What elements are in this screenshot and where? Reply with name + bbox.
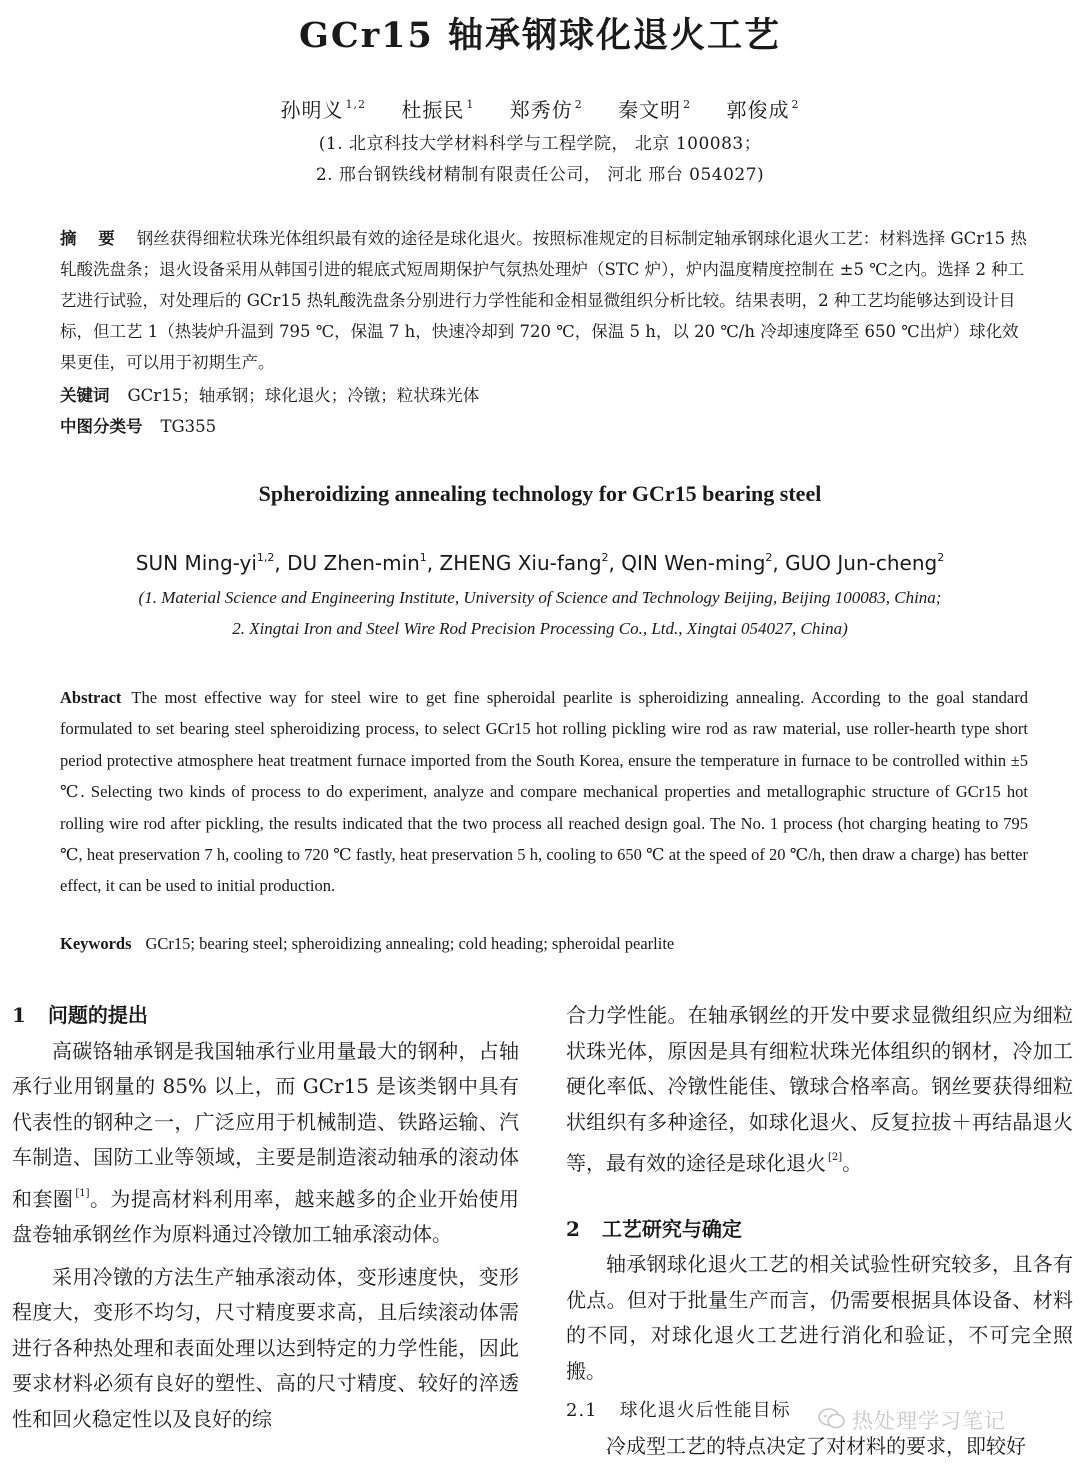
body-left-column [12, 998, 519, 1437]
chinese-keywords-label: 关键词 [60, 386, 110, 405]
english-keywords-text: GCr15; bearing steel; spheroidizing annealing; cold heading; spheroidal pearlite [145, 934, 675, 953]
paragraph-4: 轴承钢球化退火工艺的相关试验性研究较多，且各有优点。但对于批量生产而言，仍需要根据具体设备、材料的不同，对球化退火工艺进行消化和验证，不可完全照搬。 [566, 1252, 1073, 1383]
author-cn-5: 郭俊成 $^2$ [726, 98, 800, 122]
chinese-keywords [60, 382, 479, 406]
english-abstract-text: The most effective way for steel wire to get fine spheroidal pearlite is spheroidizing annealing. According to the goal standard formulated to set bearing steel spheroidizing process, to select GCr15 hot rolling pickling wire rod as raw material, use roller-hearth type short period protective atmosphere heat treatment furnace imported from the South Korea, ensure the temperature in furnace to be controlled within ±5 ℃. Selecting two kinds of process to do experiment, analyze and compare mechanical properties and metallographic structure of GCr15 hot rolling wire rod after pickling, the results indicated that the two process all reached design goal. The No. 1 process (hot charging heating to 795 ℃, heat preservation 7 h, cooling to 720 ℃ fastly, heat preservation 5 h, cooling to 650 ℃ at the speed of 20 ℃/h, then draw a charge) has better effect, it can be used to initial production. [60, 688, 1028, 896]
paragraph-5: 冷成型工艺的特点决定了对材料的要求，即较好 [606, 1433, 1026, 1458]
english-affiliation-2: 2. Xingtai Iron and Steel Wire Rod Precision Processing Co., Ltd., Xingtai 054027, China) [232, 619, 848, 638]
reference-2[interactable]: [2] [828, 1152, 843, 1163]
english-keywords [60, 934, 674, 954]
english-title: Spheroidizing annealing technology for GCr15 bearing steel [258, 481, 822, 506]
author-cn-3: 郑秀仿 $^2$ [509, 98, 583, 122]
author-en-5: GUO Jun-cheng$^2$ [785, 551, 945, 575]
paragraph-3: 合力学性能。在轴承钢丝的开发中要求显微组织应为细粒状珠光体，原因是具有细粒状珠光体组织的钢材，冷加工硬化率低、冷镦性能佳、镦球合格率高。钢丝要获得细粒状组织有多种途径，如球化退火、反复拉拔＋再结晶退火等，最有效的途径是球化退火 [2]。 [566, 1003, 1073, 1175]
english-abstract [60, 682, 1028, 902]
chinese-keywords-text: GCr15；轴承钢；球化退火；冷镦；粒状珠光体 [127, 386, 480, 405]
chinese-abstract [60, 223, 1030, 378]
chinese-abstract-text: 钢丝获得细粒状珠光体组织最有效的途径是球化退火。按照标准规定的目标制定轴承钢球化退火工艺：材料选择 GCr15 热轧酸洗盘条；退火设备采用从韩国引进的辊底式短周期保护气氛热处理炉（STC 炉），炉内温度精度控制在 ±5 ℃之内。选择 2 种工艺进行试验，对处理后的 GCr15 热轧酸洗盘条分别进行力学性能和金相显微组织分析比较。结果表明，2 种工艺均能够达到设计目标，但工艺 1（热装炉升温到 795 ℃，保温 7 h，快速冷却到 720 ℃，保温 5 h，以 20 ℃/h 冷却速度降至 650 ℃出炉）球化效果更佳，可以用于初期生产。 [60, 229, 1027, 372]
chinese-affiliation-1: (1. 北京科技大学材料科学与工程学院， 北京 100083； [318, 134, 762, 154]
wechat-bubble-icon [818, 1407, 846, 1431]
classification-number [60, 413, 216, 437]
author-en-3: ZHENG Xiu-fang$^2$ [439, 551, 609, 575]
chinese-affiliation-2: 2. 邢台钢铁线材精制有限责任公司， 河北 邢台 054027) [315, 165, 765, 185]
chinese-title: GCr15 轴承钢球化退火工艺 [298, 15, 782, 56]
english-keywords-label: Keywords [60, 934, 132, 953]
chinese-authors [0, 94, 1080, 123]
body-right-column [566, 998, 1073, 1464]
watermark-text: 热处理学习笔记 [852, 1409, 1006, 1433]
paragraph-1: 高碳铬轴承钢是我国轴承行业用量最大的钢种，占轴承行业用钢量的 85% 以上，而 GCr15 是该类钢中具有代表性的钢种之一，广泛应用于机械制造、铁路运输、汽车制造、国防工业等领域，主要是制造滚动轴承的滚动体和套圈 [1]。为提高材料利用率，越来越多的企业开始使用盘卷轴承钢丝作为原料通过冷镦加工轴承滚动体。 [12, 1038, 520, 1246]
author-en-4: QIN Wen-ming$^2$ [621, 551, 773, 575]
section-1-heading: 1 问题的提出 [12, 1003, 148, 1027]
classification-label: 中图分类号 [60, 417, 143, 436]
english-affiliation-1: (1. Material Science and Engineering Institute, University of Science and Technology Beijing, Beijing 100083, China; [138, 588, 942, 607]
author-cn-2: 杜振民 $^1$ [401, 98, 475, 122]
author-en-2: DU Zhen-$\min^1$ [287, 551, 427, 575]
section-2-1-heading: 2.1 球化退火后性能目标 [566, 1400, 791, 1421]
paragraph-2: 采用冷镦的方法生产轴承滚动体，变形速度快，变形程度大，变形不均匀，尺寸精度要求高，且后续滚动体需进行各种热处理和表面处理以达到特定的力学性能，因此要求材料必须有良好的塑性、高的尺寸精度、较好的淬透性和回火稳定性以及良好的综 [12, 1264, 519, 1431]
chinese-abstract-label: 摘 要 [60, 229, 123, 248]
author-en-1: SUN Ming-yi$^{1,2}$ [135, 551, 275, 575]
english-abstract-label: Abstract [60, 688, 122, 707]
reference-1[interactable]: [1] [75, 1187, 90, 1199]
author-cn-4: 秦文明 $^2$ [618, 98, 692, 122]
classification-value: TG355 [160, 417, 217, 436]
english-authors: SUN Ming-yi$^{1,2}$, DU Zhen-$\min^1$, ZHENG Xiu-fang$^2$, QIN Wen-ming$^2$, GUO Jun-cheng$^2$ [135, 551, 945, 575]
author-cn-1: 孙明义 $^{1,2}$ [280, 98, 367, 122]
section-2-heading: 2 工艺研究与确定 [566, 1216, 742, 1241]
